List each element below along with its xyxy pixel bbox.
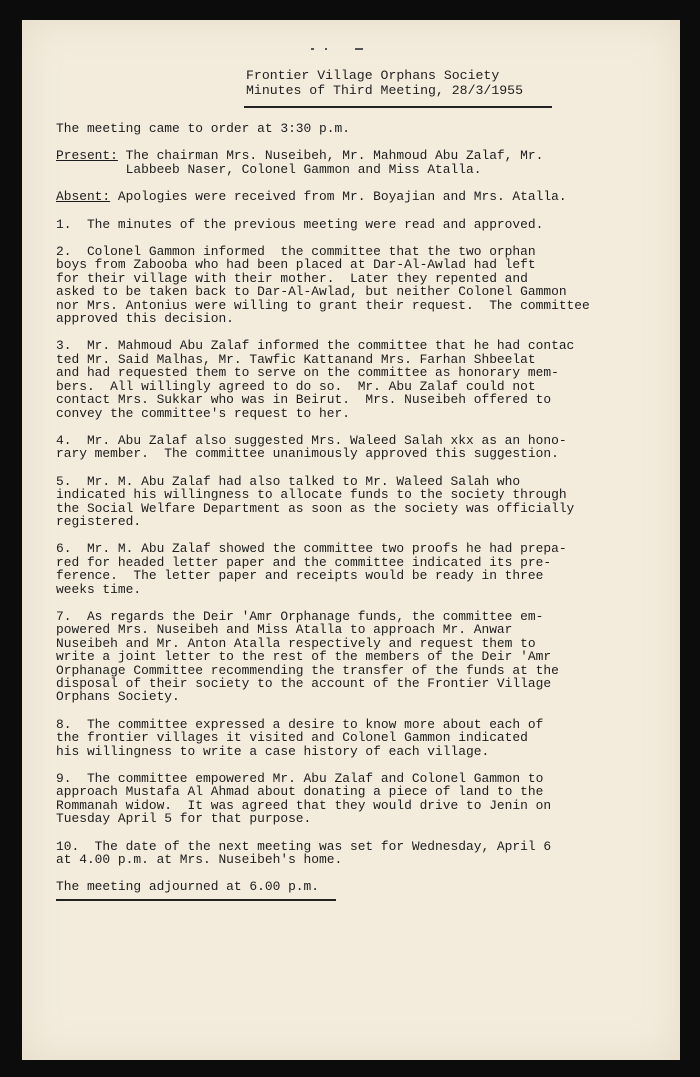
opening-line: The meeting came to order at 3:30 p.m. xyxy=(56,121,350,136)
footer-rule xyxy=(56,899,336,901)
minute-item-6: 6. Mr. M. Abu Zalaf showed the committee two proofs he had prepa- red for headed letter paper and the committee indicated its pre- ference. The letter paper and receipts would be ready in three weeks time. xyxy=(56,541,567,597)
minute-item-4: 4. Mr. Abu Zalaf also suggested Mrs. Waleed Salah xkx as an hono- rary member. The committee unanimously approved this suggestion. xyxy=(56,432,567,462)
minute-item-7: 7. As regards the Deir 'Amr Orphanage funds, the committee em- powered Mrs. Nuseibeh and Miss Atalla to approach Mr. Anwar Nuseibeh and Mr. Anton Atalla respectively and request them to write a joint letter to the rest of the members of the Deir 'Amr Orphanage Committee recommending the transfer of the funds at the disposal of their society to the account of the Frontier Village Orphans Society. xyxy=(56,608,559,705)
minute-item-2: 2. Colonel Gammon informed the committee that the two orphan boys from Zabooba who had been placed at Dar-Al-Awlad had left for their village with their mother. Later they repented and asked to be taken back to Dar-Al-Awlad, but neither Colonel Gammon nor Mrs. Antonius were willing to grant their request. The committee approved this decision. xyxy=(56,244,590,327)
paper-marks xyxy=(307,48,367,54)
absent-text: Apologies were received from Mr. Boyajian and Mrs. Atalla. xyxy=(110,189,567,205)
minute-item-5: 5. Mr. M. Abu Zalaf had also talked to Mr. Waleed Salah who indicated his willingness to allocate funds to the society through the Social Welfare Department as soon as the society was officially registered. xyxy=(56,473,575,529)
minute-item-10: 10. The date of the next meeting was set for Wednesday, April 6 at 4.00 p.m. at Mrs. Nuseibeh's home. xyxy=(56,838,552,868)
minute-item-1: 1. The minutes of the previous meeting were read and approved. xyxy=(56,216,544,232)
absent-label: Absent: xyxy=(56,189,111,205)
document-title: Frontier Village Orphans Society xyxy=(246,68,500,83)
ink-mark xyxy=(355,48,363,50)
document-subtitle: Minutes of Third Meeting, 28/3/1955 xyxy=(246,83,523,98)
absent-section xyxy=(56,190,656,203)
minute-item-3: 3. Mr. Mahmoud Abu Zalaf informed the committee that he had contac ted Mr. Said Malhas, Mr. Tawfic Kattanand Mrs. Farhan Shbeelat and had requested them to serve on the committee as honorary mem- bers. All willingly agreed to do so. Mr. Abu Zalaf could not contact Mrs. Sukkar who was in Beirut. Mrs. Nuseibeh offered to convey the committee's request to her. xyxy=(56,338,575,421)
ink-mark xyxy=(325,48,327,50)
document-page xyxy=(22,20,680,1060)
minute-item-9: 9. The committee empowered Mr. Abu Zalaf and Colonel Gammon to approach Mustafa Al Ahmad about donating a piece of land to the Rommanah widow. It was agreed that they would drive to Jenin on Tuesday April 5 for that purpose. xyxy=(56,771,552,827)
ink-mark xyxy=(311,48,314,50)
closing-line: The meeting adjourned at 6.00 p.m. xyxy=(56,879,320,895)
present-label: Present: xyxy=(56,148,118,164)
header-rule xyxy=(244,106,552,108)
minutes-body xyxy=(56,122,656,908)
present-text: The chairman Mrs. Nuseibeh, Mr. Mahmoud Abu Zalaf, Mr. Labbeeb Naser, Colonel Gammon and Miss Atalla. xyxy=(117,148,544,177)
present-section xyxy=(56,149,656,176)
minute-item-8: 8. The committee expressed a desire to know more about each of the frontier villages it visited and Colonel Gammon indicated his willingness to write a case history of each village. xyxy=(56,716,544,759)
